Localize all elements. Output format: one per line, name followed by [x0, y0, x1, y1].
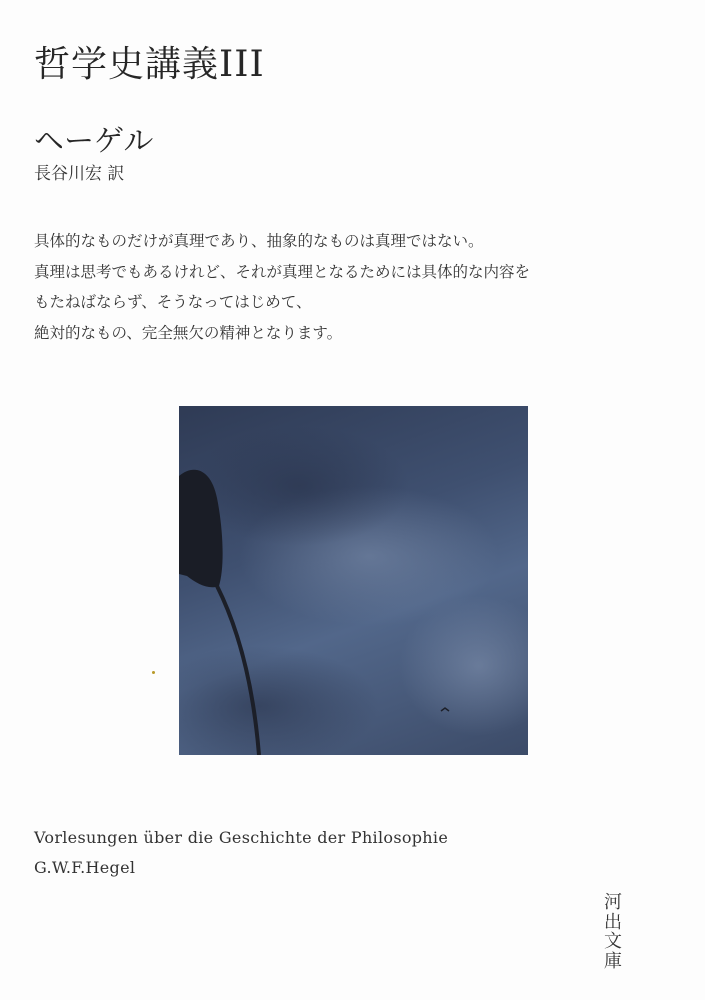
publisher-char: 庫 — [604, 950, 622, 972]
publisher-char: 河 — [604, 892, 622, 913]
publisher-char: 出 — [604, 911, 622, 933]
author-name: ヘーゲル — [34, 124, 154, 159]
blurb — [34, 226, 654, 348]
translator-credit: 長谷川宏 訳 — [34, 164, 125, 184]
book-title: 哲学史講義III — [34, 44, 265, 85]
streetlamp-silhouette — [179, 406, 528, 755]
cloud-shape — [179, 646, 379, 755]
blurb-line: もたねばならず、そうなってはじめて、 — [34, 293, 312, 311]
original-title: Vorlesungen über die Geschichte der Philosophie — [34, 828, 449, 847]
blurb-line: 絶対的なもの、完全無欠の精神となります。 — [34, 323, 343, 342]
publisher-imprint — [602, 893, 624, 971]
blurb-line: 具体的なものだけが真理であり、抽象的なものは真理ではない。 — [34, 232, 484, 250]
cloud-shape — [189, 426, 409, 546]
cover-photo — [179, 406, 528, 755]
publisher-char: 文 — [604, 931, 622, 952]
speck — [152, 671, 155, 674]
original-author: G.W.F.Hegel — [34, 858, 136, 877]
blurb-line: 真理は思考でもあるけれど、それが真理となるためには具体的な内容を — [34, 262, 531, 281]
